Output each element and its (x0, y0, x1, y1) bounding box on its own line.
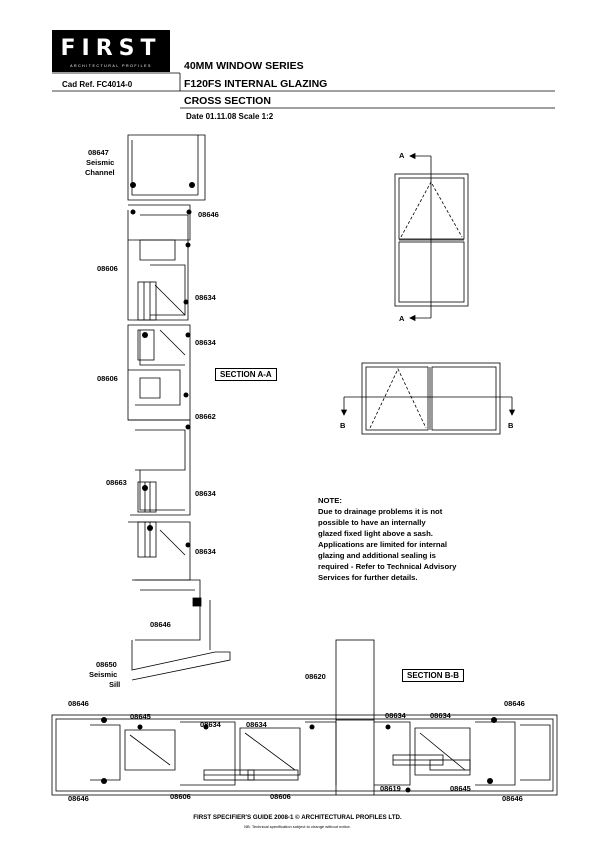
bb-label-08634-t2: 08634 (246, 720, 267, 729)
cad-ref: Cad Ref. FC4014-0 (62, 80, 133, 89)
drainage-note (318, 495, 518, 583)
label-08634-d: 08634 (195, 547, 216, 556)
note-line: required - Refer to Technical Advisory (318, 562, 457, 571)
logo-tagline: ARCHITECTURAL PROFILES (70, 64, 152, 68)
bb-label-08634-t1: 08634 (200, 720, 221, 729)
series-title: 40MM WINDOW SERIES (184, 60, 304, 72)
view-title: CROSS SECTION (184, 95, 271, 107)
bb-label-08606-b1: 08606 (170, 792, 191, 801)
label-08646-top: 08646 (198, 210, 219, 219)
note-title: NOTE: (318, 496, 342, 505)
bb-label-08634-t3: 08634 (385, 711, 406, 720)
label-08634-b: 08634 (195, 338, 216, 347)
note-line: Services for further details. (318, 573, 418, 582)
footer-copyright: FIRST SPECIFIER'S GUIDE 2008-1 © ARCHITECTURAL PROFILES LTD. (193, 814, 402, 821)
note-line: Due to drainage problems it is not (318, 507, 443, 516)
elevation-horizontal-window (344, 363, 512, 434)
bb-label-08634-t4: 08634 (430, 711, 451, 720)
bb-label-08606-b2: 08606 (270, 792, 291, 801)
marker-a-top: A (399, 151, 405, 160)
bb-label-08646-tr: 08646 (504, 699, 525, 708)
product-title: F120FS INTERNAL GLAZING (184, 78, 328, 90)
bb-label-08619: 08619 (380, 784, 401, 793)
bb-label-08646-tl: 08646 (68, 699, 89, 708)
label-08662: 08662 (195, 412, 216, 421)
seal-hatch (193, 598, 201, 606)
label-seismic-channel-1: Seismic (86, 158, 115, 167)
label-08620: 08620 (305, 672, 326, 681)
marker-b-left: B (340, 421, 346, 430)
section-aa-label: SECTION A-A (215, 368, 277, 381)
marker-b-right: B (508, 421, 514, 430)
label-seismic-channel-2: Channel (85, 168, 115, 177)
label-seismic-sill-2: Sill (109, 680, 121, 689)
logo-wordmark: FIRST (60, 36, 162, 61)
elevation-vertical-window (395, 156, 468, 318)
note-line: possible to have an internally (318, 518, 426, 527)
note-line: glazed fixed light above a sash. (318, 529, 433, 538)
label-08634-c: 08634 (195, 489, 216, 498)
gasket-marks (101, 182, 497, 793)
label-08606-a: 08606 (97, 264, 118, 273)
date-scale: Date 01.11.08 Scale 1:2 (186, 112, 274, 121)
marker-a-bottom: A (399, 314, 405, 323)
label-08650: 08650 (96, 660, 117, 669)
bb-label-08646-bl: 08646 (68, 794, 89, 803)
label-08606-b: 08606 (97, 374, 118, 383)
bb-label-08646-br: 08646 (502, 794, 523, 803)
section-bb-label: SECTION B-B (402, 669, 464, 682)
note-line: Applications are limited for internal (318, 540, 448, 549)
note-line: glazing and additional sealing is (318, 551, 436, 560)
label-08647: 08647 (88, 148, 109, 157)
label-08634-a: 08634 (195, 293, 216, 302)
bb-label-08645-top: 08645 (130, 712, 151, 721)
bb-label-08645-bottom: 08645 (450, 784, 471, 793)
label-seismic-sill-1: Seismic (89, 670, 118, 679)
horizontal-section-profile (52, 640, 557, 795)
label-08663: 08663 (106, 478, 127, 487)
footer-disclaimer: NB. Technical specification subject to change without notice. (244, 824, 351, 829)
label-08646-mid: 08646 (150, 620, 171, 629)
